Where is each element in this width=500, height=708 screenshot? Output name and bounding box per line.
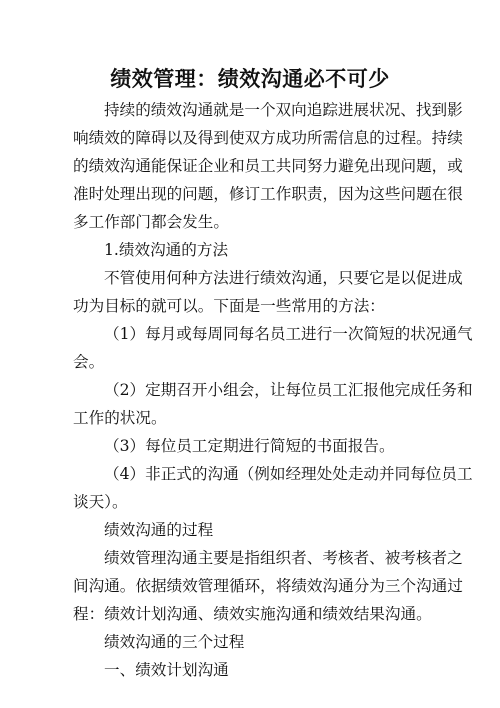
paragraph-line: 间沟通。依据绩效管理循环，将绩效沟通分为三个沟通过 (73, 577, 463, 595)
list-item-continuation: 会。 (73, 353, 105, 371)
section-heading: 一、绩效计划沟通 (104, 661, 229, 679)
list-item: （3）每位员工定期进行简短的书面报告。 (104, 437, 395, 455)
list-item-continuation: 谈天）。 (73, 493, 128, 511)
paragraph-line: 绩效管理沟通主要是指组织者、考核者、被考核者之 (104, 549, 463, 567)
paragraph-line: 持续的绩效沟通就是一个双向追踪进展状况、找到影 (104, 101, 463, 119)
paragraph-line: 功为目标的就可以。下面是一些常用的方法： (73, 297, 385, 315)
section-heading: 绩效沟通的过程 (104, 521, 214, 539)
paragraph-line: 多工作部门都会发生。 (73, 213, 229, 231)
paragraph-line: 的绩效沟通能保证企业和员工共同努力避免出现问题，或 (73, 157, 463, 175)
paragraph-line: 准时处理出现的问题，修订工作职责，因为这些问题在很 (73, 185, 463, 203)
section-heading: 绩效沟通的三个过程 (104, 633, 245, 651)
page-title: 绩效管理：绩效沟通必不可少 (110, 66, 390, 91)
list-item: （4）非正式的沟通（例如经理处处走动并同每位员工 (104, 465, 473, 483)
paragraph-line: 不管使用何种方法进行绩效沟通，只要它是以促进成 (104, 269, 463, 287)
list-item: （2）定期召开小组会，让每位员工汇报他完成任务和 (104, 381, 473, 399)
list-item: （1）每月或每周同每名员工进行一次简短的状况通气 (104, 325, 473, 343)
section-heading: 1.绩效沟通的方法 (104, 241, 229, 259)
paragraph-line: 响绩效的障碍以及得到使双方成功所需信息的过程。持续 (73, 129, 463, 147)
paragraph-line: 程：绩效计划沟通、绩效实施沟通和绩效结果沟通。 (73, 605, 432, 623)
list-item-continuation: 工作的状况。 (73, 409, 167, 427)
